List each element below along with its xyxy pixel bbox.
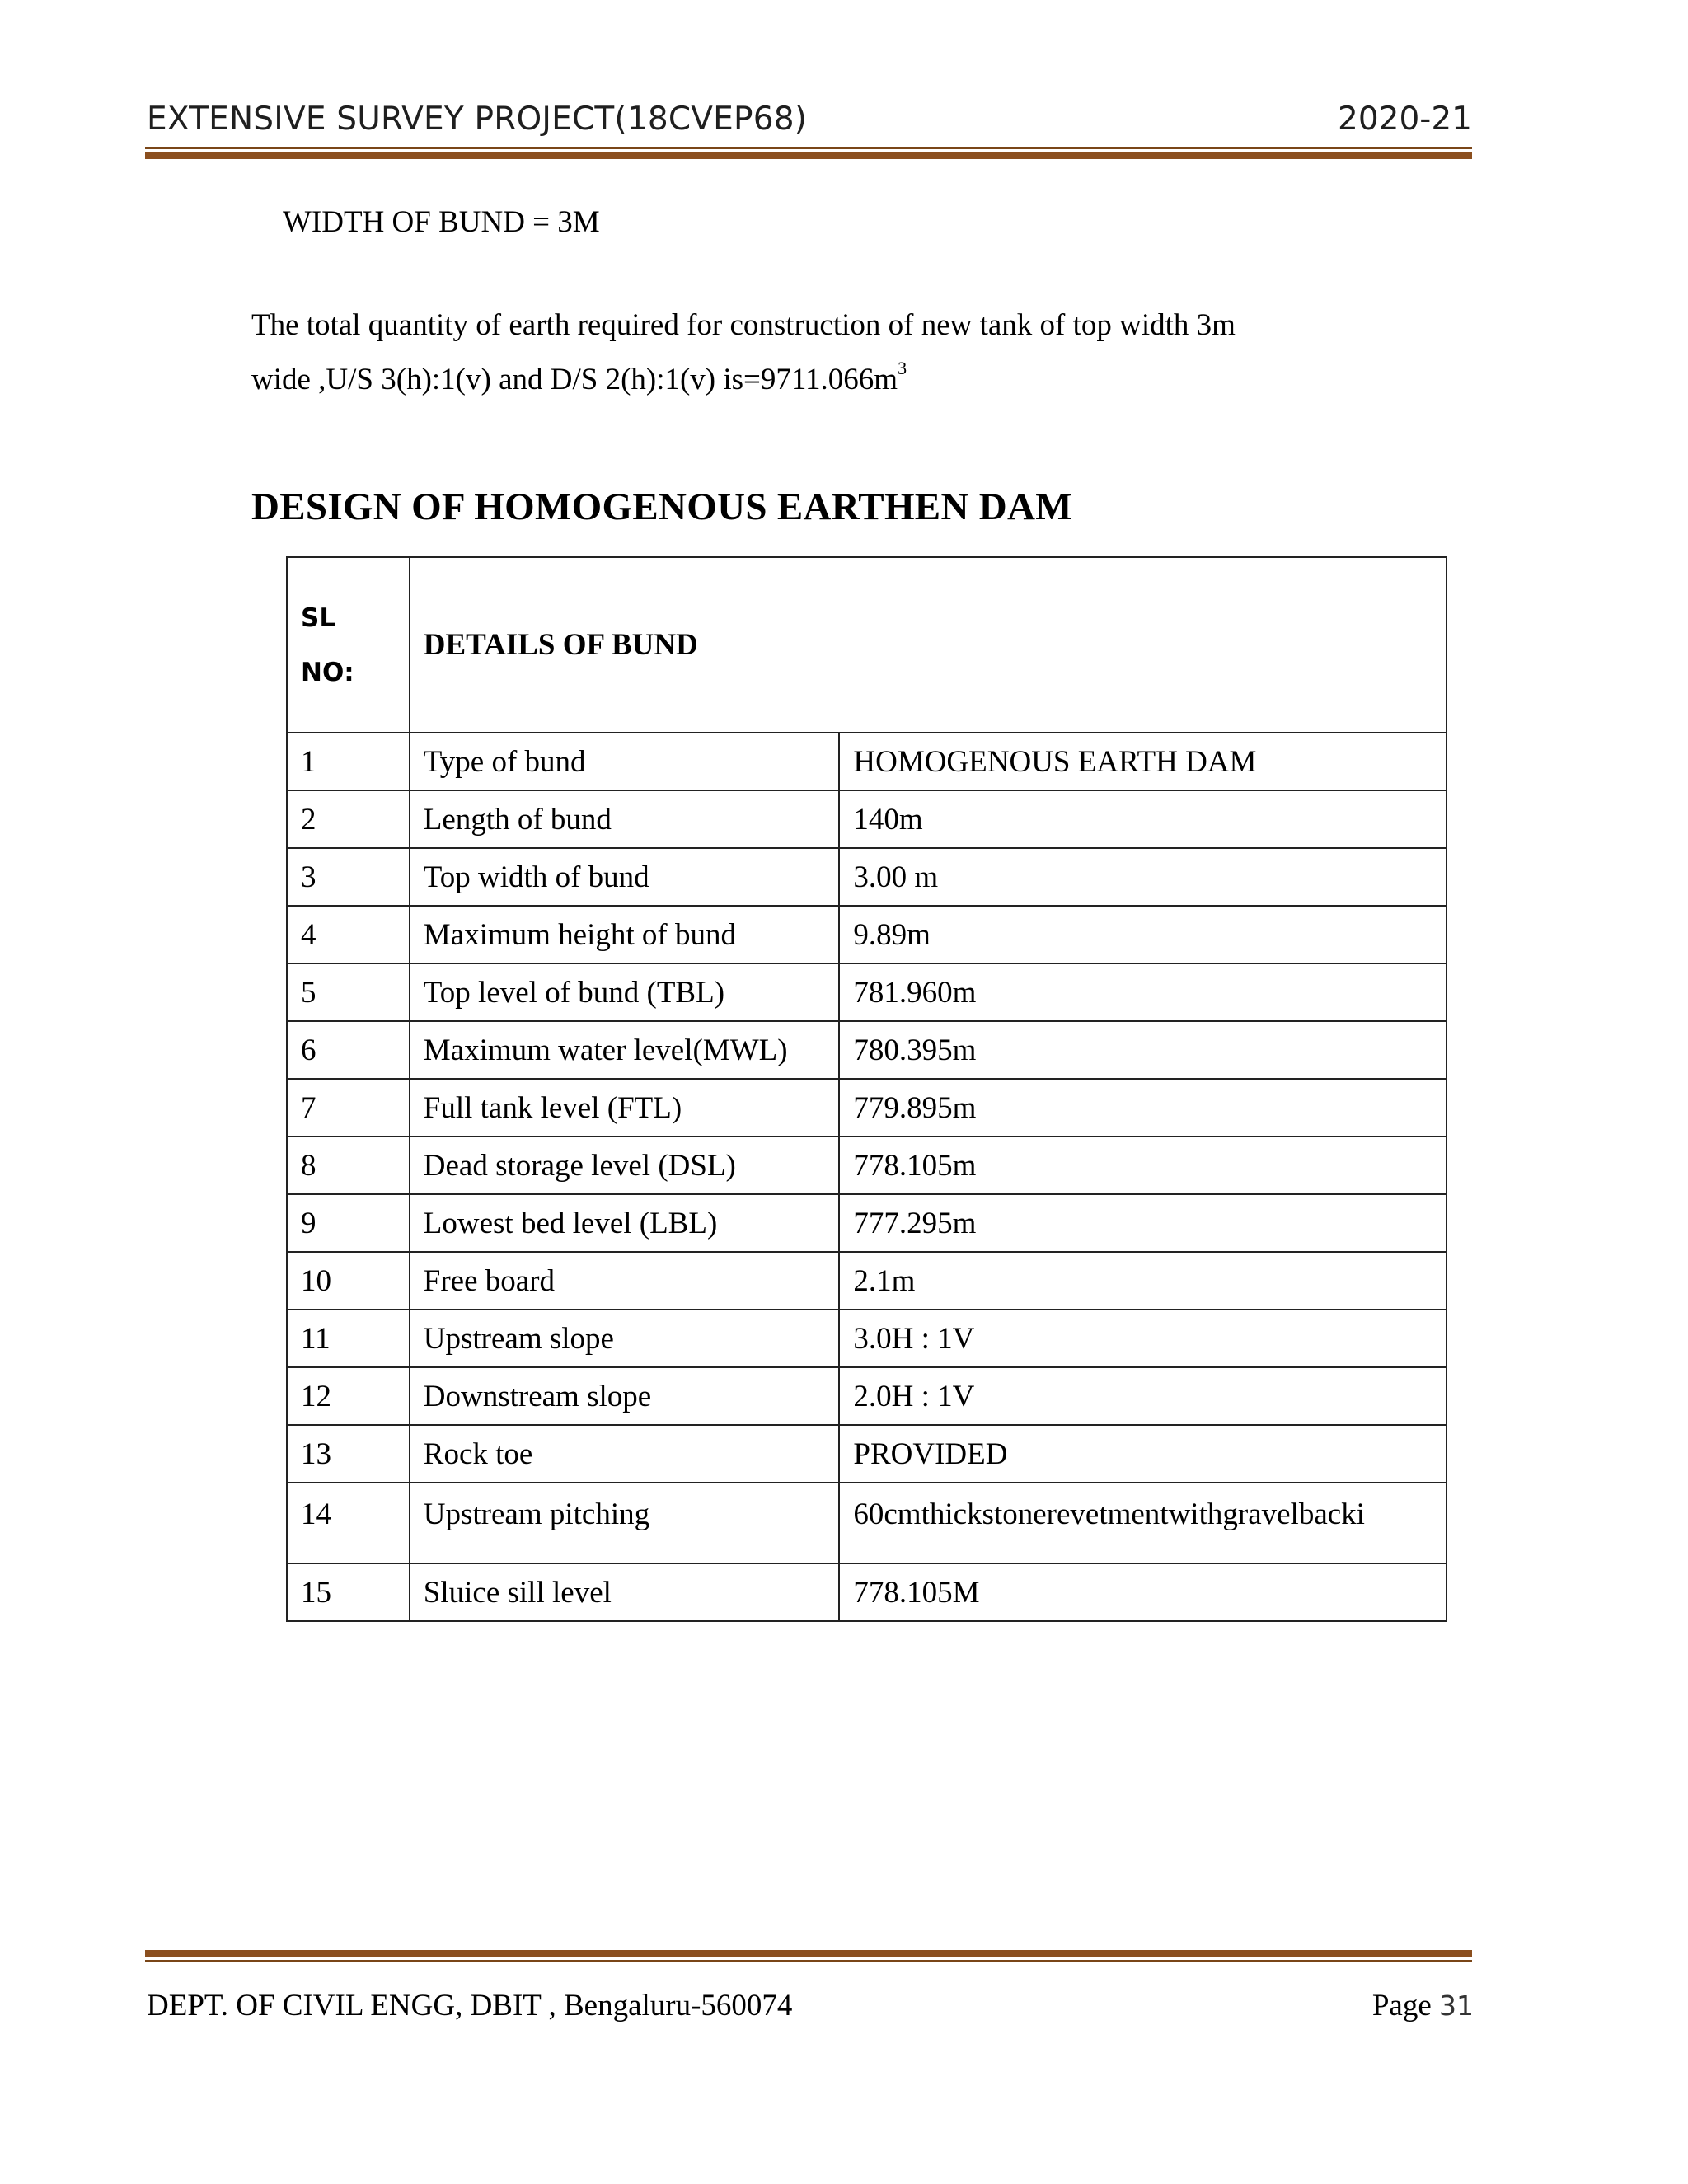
bund-value-cell: 9.89m [839, 906, 1447, 963]
sl-number-cell: 9 [287, 1194, 410, 1252]
table-row [287, 1079, 1447, 1137]
bund-value-cell: PROVIDED [839, 1425, 1447, 1483]
table-row [287, 1483, 1447, 1563]
bund-detail-cell: Upstream slope [410, 1310, 840, 1367]
sl-number-cell: 15 [287, 1563, 410, 1621]
details-of-bund-header: DETAILS OF BUND [410, 557, 1447, 733]
bund-value-cell: 780.395m [839, 1021, 1447, 1079]
table-row [287, 1367, 1447, 1425]
bund-detail-cell: Full tank level (FTL) [410, 1079, 840, 1137]
bund-detail-cell: Top level of bund (TBL) [410, 963, 840, 1021]
table-row [287, 1310, 1447, 1367]
sl-number-cell: 11 [287, 1310, 410, 1367]
sl-header-line-1: SL [301, 602, 336, 633]
bund-value-cell: 778.105M [839, 1563, 1447, 1621]
bund-value-cell: 781.960m [839, 963, 1447, 1021]
bund-detail-cell: Upstream pitching [410, 1483, 840, 1563]
bund-details-table [286, 556, 1447, 1622]
header-year: 2020-21 [1338, 101, 1472, 138]
page-label: Page [1372, 1989, 1432, 2022]
bund-value-cell: 140m [839, 790, 1447, 848]
bund-detail-cell: Maximum height of bund [410, 906, 840, 963]
earth-quantity-text: wide ,U/S 3(h):1(v) and D/S 2(h):1(v) is=9711.066m [251, 363, 898, 396]
table-row [287, 790, 1447, 848]
bund-detail-cell: Dead storage level (DSL) [410, 1137, 840, 1194]
section-title: DESIGN OF HOMOGENOUS EARTHEN DAM [251, 485, 1072, 528]
bund-detail-cell: Maximum water level(MWL) [410, 1021, 840, 1079]
sl-number-cell: 5 [287, 963, 410, 1021]
footer-department: DEPT. OF CIVIL ENGG, DBIT , Bengaluru-560074 [147, 1989, 793, 2022]
sl-number-cell: 1 [287, 733, 410, 790]
bund-value-cell: 779.895m [839, 1079, 1447, 1137]
sl-header-line-2: NO: [301, 657, 354, 687]
sl-no-header [287, 557, 410, 733]
bund-value-cell: 2.0H : 1V [839, 1367, 1447, 1425]
bund-detail-cell: Top width of bund [410, 848, 840, 906]
bund-detail-cell: Length of bund [410, 790, 840, 848]
sl-number-cell: 14 [287, 1483, 410, 1563]
bund-detail-cell: Downstream slope [410, 1367, 840, 1425]
table-row [287, 733, 1447, 790]
bund-detail-cell: Sluice sill level [410, 1563, 840, 1621]
bund-value-cell: 777.295m [839, 1194, 1447, 1252]
earth-quantity-line-2 [251, 353, 1447, 407]
bund-value-cell: 60cmthickstonerevetmentwithgravelbacki [839, 1483, 1447, 1563]
table-header-row [287, 557, 1447, 733]
table-row [287, 1137, 1447, 1194]
page-number: 31 [1439, 1990, 1474, 2022]
bund-detail-cell: Rock toe [410, 1425, 840, 1483]
bund-value-cell: HOMOGENOUS EARTH DAM [839, 733, 1447, 790]
header-rule-thin [145, 147, 1472, 149]
header-title: EXTENSIVE SURVEY PROJECT(18CVEP68) [147, 101, 808, 138]
cubic-superscript: 3 [898, 358, 907, 378]
table-row [287, 906, 1447, 963]
footer-rule-thick [145, 1950, 1472, 1957]
sl-number-cell: 7 [287, 1079, 410, 1137]
sl-number-cell: 10 [287, 1252, 410, 1310]
bund-detail-cell: Free board [410, 1252, 840, 1310]
sl-number-cell: 12 [287, 1367, 410, 1425]
table-row [287, 848, 1447, 906]
bund-value-cell: 778.105m [839, 1137, 1447, 1194]
bund-value-cell: 3.0H : 1V [839, 1310, 1447, 1367]
sl-number-cell: 4 [287, 906, 410, 963]
sl-number-cell: 13 [287, 1425, 410, 1483]
sl-number-cell: 3 [287, 848, 410, 906]
table-row [287, 1563, 1447, 1621]
table-row [287, 963, 1447, 1021]
sl-number-cell: 6 [287, 1021, 410, 1079]
table-row [287, 1425, 1447, 1483]
earth-quantity-line-1: The total quantity of earth required for construction of new tank of top width 3m [251, 308, 1236, 342]
bund-value-cell: 2.1m [839, 1252, 1447, 1310]
header-rule-thick [145, 152, 1472, 159]
footer-page [1372, 1988, 1474, 2023]
sl-number-cell: 8 [287, 1137, 410, 1194]
footer-rule-thin [145, 1960, 1472, 1962]
width-of-bund-line: WIDTH OF BUND = 3M [283, 205, 600, 239]
table-row [287, 1021, 1447, 1079]
bund-value-cell: 3.00 m [839, 848, 1447, 906]
bund-detail-cell: Type of bund [410, 733, 840, 790]
bund-detail-cell: Lowest bed level (LBL) [410, 1194, 840, 1252]
table-row [287, 1194, 1447, 1252]
table-row [287, 1252, 1447, 1310]
sl-number-cell: 2 [287, 790, 410, 848]
